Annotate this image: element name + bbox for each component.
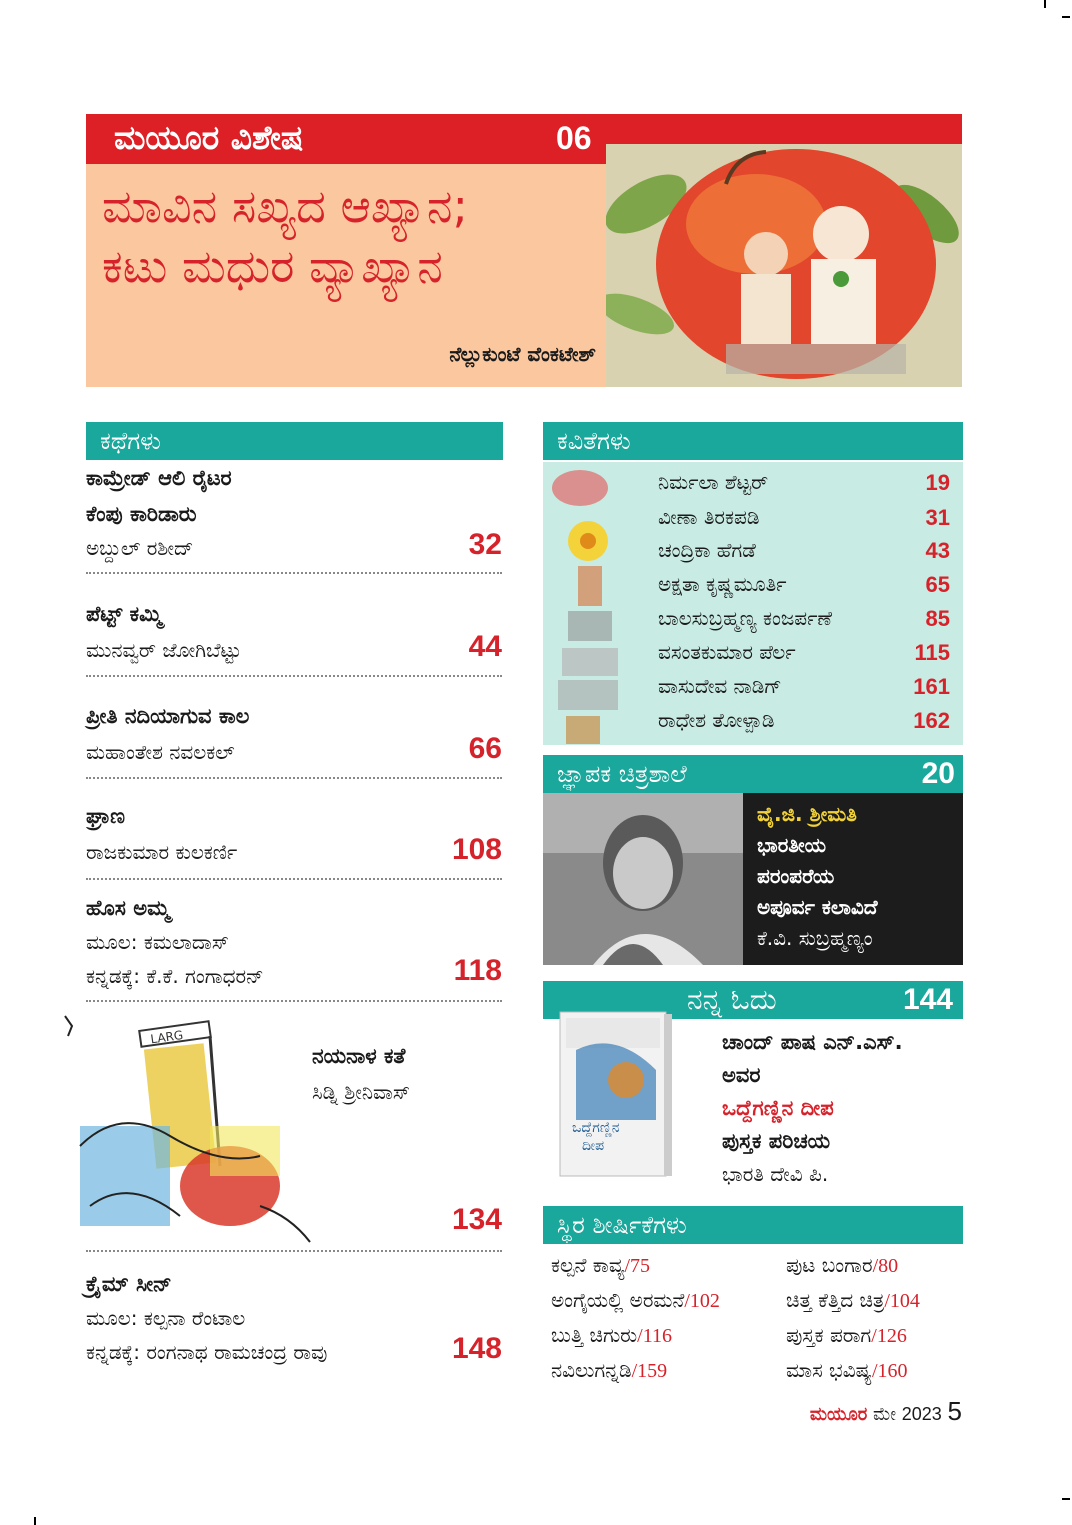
- story-page-number: 148: [451, 1332, 502, 1365]
- fixed-item-name: ನವಿಲುಗನ್ನಡಿ: [551, 1358, 632, 1382]
- story-title: ಕ್ರೈಮ್ ಸೀನ್: [86, 1272, 172, 1296]
- poet-name: ಚಂದ್ರಿಕಾ ಹೆಗಡೆ: [658, 538, 756, 562]
- story-author: ಸಿಡ್ನಿ ಶ್ರೀನಿವಾಸ್: [312, 1080, 410, 1104]
- fixed-item-name: ಚಿತ್ತ ಕೆತ್ತಿದ ಚಿತ್ರ: [786, 1288, 885, 1312]
- divider: [86, 777, 502, 779]
- feature-label: ಮಯೂರ ವಿಶೇಷ: [114, 118, 304, 157]
- crop-mark: [34, 1517, 36, 1525]
- fixed-item-page: 126: [876, 1325, 907, 1347]
- poem-page-number: 162: [913, 708, 950, 733]
- fixed-item[interactable]: ಬುತ್ತಿ ಚಿಗುರು/116: [551, 1323, 672, 1347]
- poet-name: ಅಕ್ಷತಾ ಕೃಷ್ಣಮೂರ್ತಿ: [658, 572, 787, 596]
- book-cover: [556, 1010, 676, 1180]
- book-cover-title: ಒದ್ದೆಗಣ್ಣಿನ: [572, 1120, 620, 1136]
- feature-title-line: ಮಾವಿನ ಸಖ್ಯದ ಆಖ್ಯಾನ;: [102, 179, 468, 233]
- divider: [86, 1000, 502, 1002]
- story-title: ಪ್ರೀತಿ ನದಿಯಾಗುವ ಕಾಲ: [86, 704, 250, 728]
- fixed-item-name: ಮಾಸ ಭವಿಷ್ಯ: [786, 1358, 872, 1382]
- fixed-item[interactable]: ಚಿತ್ತ ಕೆತ್ತಿದ ಚಿತ್ರ/104: [786, 1288, 920, 1312]
- fixed-item-page: 159: [637, 1360, 668, 1382]
- poem-page-number: 19: [925, 470, 950, 495]
- page-footer: [780, 1396, 962, 1427]
- story-author: ಮಹಾಂತೇಶ ನವಲಕಲ್: [86, 740, 235, 764]
- gallery-author: ಕೆ.ವಿ. ಸುಬ್ರಹ್ಮಣ್ಯಂ: [757, 926, 873, 950]
- divider: [86, 1250, 502, 1252]
- mango-illustration: [606, 144, 962, 387]
- fixed-item-name: ಬುತ್ತಿ ಚಿಗುರು: [551, 1323, 638, 1347]
- footer-page-number: 5: [947, 1396, 962, 1426]
- poem-page-number: 43: [925, 538, 950, 563]
- poem-page-number: 65: [925, 572, 950, 597]
- poet-name: ರಾಧೇಶ ತೋಳ್ಪಾಡಿ: [658, 708, 775, 732]
- gallery-line: ಪರಂಪರೆಯ: [757, 864, 835, 888]
- poet-name: ವಾಸುದೇವ ನಾಡಿಗ್: [658, 674, 782, 698]
- story-sketch-illustration: [60, 1006, 320, 1246]
- poems-header: ಕವಿತೆಗಳು: [543, 422, 963, 460]
- fixed-item[interactable]: ಪುಸ್ತಕ ಪರಾಗ/126: [786, 1323, 907, 1347]
- fixed-item-page: 160: [877, 1360, 908, 1382]
- poet-name: ಬಾಲಸುಬ್ರಹ್ಮಣ್ಯ ಕಂಜರ್ಪಣೆ: [658, 606, 832, 630]
- gallery-name: ವೈ.ಜಿ. ಶ್ರೀಮತಿ: [757, 802, 857, 826]
- fixed-item-page: 75: [630, 1255, 650, 1277]
- sketch-sign-text: LARG: [149, 1027, 184, 1047]
- story-translator: ಕನ್ನಡಕ್ಕೆ: ಕೆ.ಕೆ. ಗಂಗಾಧರನ್: [86, 964, 264, 988]
- gallery-block[interactable]: [543, 793, 963, 965]
- fixed-right-column: [786, 1248, 920, 1388]
- fixed-item[interactable]: ಮಾಸ ಭವಿಷ್ಯ/160: [786, 1358, 908, 1382]
- gallery-page-number: 20: [921, 757, 955, 790]
- fixed-item-name: ಅಂಗೈಯಲ್ಲಿ ಅರಮನೆ: [551, 1288, 685, 1312]
- story-page-number: 66: [468, 732, 502, 765]
- poet-name: ನಿರ್ಮಲಾ ಶೆಟ್ಟರ್: [658, 470, 769, 494]
- story-page-number: 108: [451, 833, 502, 866]
- story-page-number: 118: [453, 954, 502, 987]
- gallery-header-label: ಜ್ಞಾಪಕ ಚಿತ್ರಶಾಲೆ: [557, 760, 687, 788]
- story-page-number: 44: [468, 630, 502, 663]
- fixed-item[interactable]: ಪುಟ ಬಂಗಾರ/80: [786, 1253, 899, 1277]
- story-translator: ಕನ್ನಡಕ್ಕೆ: ರಂಗನಾಥ ರಾಮಚಂದ್ರ ರಾವು: [86, 1340, 328, 1364]
- story-author: ರಾಜಕುಮಾರ ಕುಲಕರ್ಣಿ: [86, 840, 238, 864]
- story-source: ಮೂಲ: ಕಮಲಾದಾಸ್: [86, 930, 229, 954]
- poem-page-number: 31: [925, 505, 950, 530]
- footer-month: ಮೇ: [872, 1404, 897, 1425]
- divider: [86, 572, 502, 574]
- poems-collage-illustration: [548, 466, 628, 744]
- poem-page-number: 115: [914, 640, 950, 665]
- poet-name: ವಸಂತಕುಮಾರ ಪೆರ್ಲ: [658, 640, 796, 664]
- feature-page-number: 06: [556, 120, 592, 156]
- poem-page-number: 85: [925, 606, 950, 631]
- book-line: ಚಾಂದ್ ಪಾಷ ಎನ್.ಎಸ್.: [722, 1030, 903, 1054]
- story-page-number: 134: [451, 1203, 502, 1236]
- book-cover-title: ದೀಪ: [582, 1138, 605, 1154]
- fixed-header: ಸ್ಥಿರ ಶೀರ್ಷಿಕೆಗಳು: [543, 1206, 963, 1244]
- stories-header: ಕಥೆಗಳು: [86, 422, 503, 460]
- gallery-text: [757, 799, 878, 954]
- story-source: ಮೂಲ: ಕಲ್ಪನಾ ರೆಂಟಾಲ: [86, 1306, 246, 1330]
- gallery-line: ಭಾರತೀಯ: [757, 833, 827, 857]
- fixed-item-page: 104: [889, 1290, 920, 1312]
- fixed-item-name: ಪುಟ ಬಂಗಾರ: [786, 1253, 873, 1277]
- book-author: ಭಾರತಿ ದೇವಿ ಪಿ.: [722, 1162, 829, 1186]
- story-author: ಮುನವ್ವರ್ ಜೋಗಿಬೆಟ್ಟು: [86, 638, 242, 662]
- gallery-portrait-photo: [543, 793, 743, 965]
- book-page-number: 144: [902, 983, 953, 1016]
- fixed-item[interactable]: ಅಂಗೈಯಲ್ಲಿ ಅರಮನೆ/102: [551, 1288, 720, 1312]
- story-page-number: 32: [468, 528, 502, 561]
- story-title: ನಯನಾಳ ಕತೆ: [312, 1044, 406, 1068]
- book-header-label: ನನ್ನ ಓದು: [687, 983, 777, 1016]
- fixed-item-name: ಪುಸ್ತಕ ಪರಾಗ: [786, 1323, 872, 1347]
- feature-block[interactable]: [86, 114, 962, 387]
- feature-title[interactable]: [102, 176, 602, 296]
- gallery-header[interactable]: [543, 755, 963, 793]
- story-title: ಕಾಮ್ರೇಡ್ ಆಲಿ ರೈಟರ: [86, 466, 232, 490]
- footer-brand: ಮಯೂರ: [809, 1404, 868, 1425]
- crop-mark: [1062, 1498, 1070, 1500]
- story-title: ಪೆಟ್ಟ್ ಕಮ್ಮಿ: [86, 602, 163, 626]
- book-line: ಪುಸ್ತಕ ಪರಿಚಯ: [722, 1129, 831, 1153]
- feature-title-line: ಕಟು ಮಧುರ ವ್ಯಾಖ್ಯಾನ: [102, 239, 443, 293]
- book-text: [722, 1026, 903, 1191]
- poem-page-number: 161: [913, 674, 950, 699]
- story-title: ಕೆಂಪು ಕಾರಿಡಾರು: [86, 502, 197, 526]
- divider: [86, 878, 502, 880]
- story-title: ಘ್ರಾಣ: [86, 804, 125, 828]
- fixed-item[interactable]: ನವಿಲುಗನ್ನಡಿ/159: [551, 1358, 668, 1382]
- fixed-item-name: ಕಲ್ಪನೆ ಕಾವ್ಯ: [551, 1253, 625, 1277]
- poet-name: ವೀಣಾ ತಿರಕಪಡಿ: [658, 505, 760, 529]
- crop-mark: [1044, 0, 1046, 8]
- book-title: ಒದ್ದೆಗಣ್ಣಿನ ದೀಪ: [722, 1096, 834, 1120]
- feature-author: ನೆಲ್ಲುಕುಂಟೆ ವೆಂಕಟೇಶ್: [449, 342, 596, 366]
- fixed-item-page: 102: [689, 1290, 720, 1312]
- fixed-item[interactable]: ಕಲ್ಪನೆ ಕಾವ್ಯ/75: [551, 1253, 650, 1277]
- fixed-left-column: [551, 1248, 720, 1388]
- divider: [86, 675, 502, 677]
- crop-mark: [1062, 16, 1070, 18]
- book-line: ಅವರ: [722, 1063, 761, 1087]
- gallery-line: ಅಪೂರ್ವ ಕಲಾವಿದೆ: [757, 895, 878, 919]
- story-title: ಹೊಸ ಅಮ್ಮ: [86, 896, 170, 920]
- fixed-item-page: 116: [642, 1325, 672, 1347]
- story-author: ಅಬ್ದುಲ್ ರಶೀದ್: [86, 536, 194, 560]
- footer-year: 2023: [901, 1404, 942, 1424]
- fixed-item-page: 80: [878, 1255, 899, 1277]
